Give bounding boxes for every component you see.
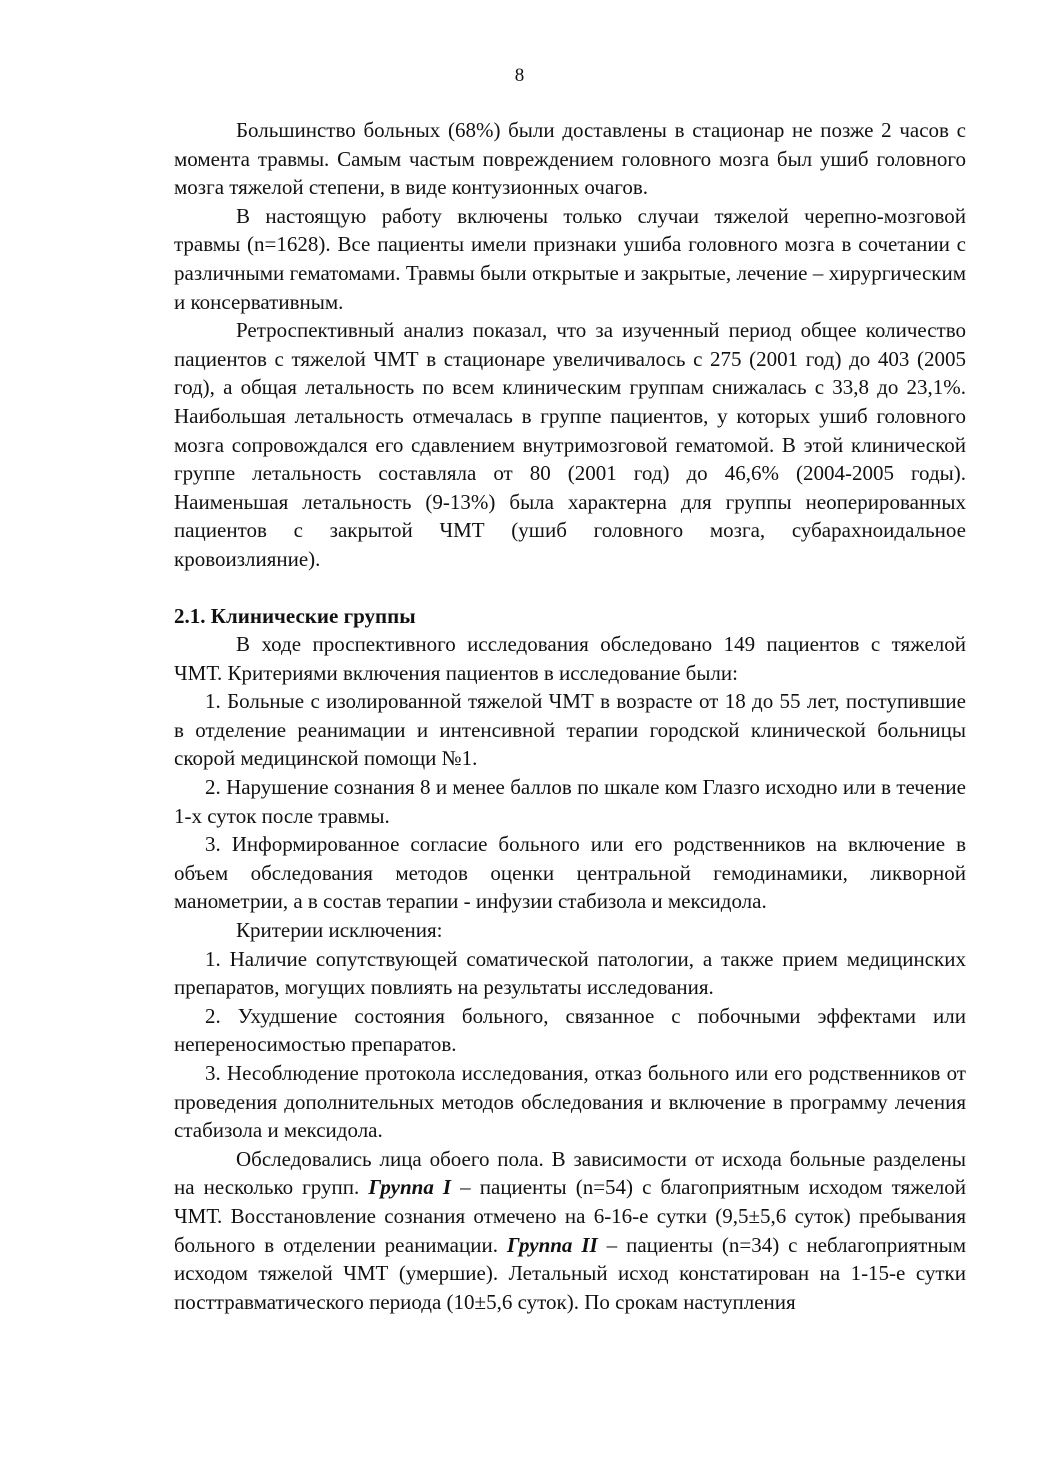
groups-text-1: Обследовались лица обоего пола. В зависимости от исхода больные разделены на несколько групп. [174, 1146, 966, 1200]
inclusion-item-3: 3. Информированное согласие больного или его родственников на включение в объем обследования методов оценки центральной гемодинамики, ликворной манометрии, а в состав терапии - инфузии стабизола и мексидола. [174, 832, 966, 914]
paragraph-admission: Большинство больных (68%) были доставлены в стационар не позже 2 часов с момента травмы. Самым частым повреждением головного мозга был ушиб головного мозга тяжелой степени, в виде контузионных очагов. [174, 118, 966, 200]
section-heading: 2.1. Клинические группы [174, 603, 416, 628]
group-2-label: Группа II [506, 1232, 598, 1257]
paragraph-groups [174, 1145, 966, 1317]
exclusion-item-1: 1. Наличие сопутствующей соматической патологии, а также прием медицинских препаратов, могущих повлиять на результаты исследования. [174, 946, 966, 1000]
page-number: 8 [514, 65, 525, 86]
inclusion-item-1: 1. Больные с изолированной тяжелой ЧМТ в возрасте от 18 до 55 лет, поступившие в отделение реанимации и интенсивной терапии городской клинической больницы скорой медицинской помощи №1. [174, 689, 966, 771]
exclusion-item-2: 2. Ухудшение состояния больного, связанное с побочными эффектами или непереносимостью препаратов. [174, 1003, 966, 1057]
document-body [174, 116, 966, 1316]
paragraph-study-intro: В ходе проспективного исследования обследовано 149 пациентов с тяжелой ЧМТ. Критериями включения пациентов в исследование были: [174, 632, 966, 685]
exclusion-item-3: 3. Несоблюдение протокола исследования, отказ больного или его родственников от проведения дополнительных методов обследования и включение в программу лечения стабизола и мексидола. [174, 1061, 966, 1143]
groups-text-2: – пациенты (n=54) с благоприятным исходом тяжелой ЧМТ. Восстановление сознания отмечено на 6-16-е сутки (9,5±5,6 суток) пребывания больного в отделении реанимации. [174, 1175, 966, 1257]
group-1-label: Группа I [368, 1175, 452, 1200]
paragraph-retrospective: Ретроспективный анализ показал, что за изученный период общее количество пациентов с тяжелой ЧМТ в стационаре увеличивалось с 275 (2001 год) до 403 (2005 год), а общая летальность по всем клиническим группам снижалась с 33,8 до 23,1%. Наибольшая летальность отмечалась в группе пациентов, у которых ушиб головного мозга сопровождался его сдавлением внутримозговой гематомой. В этой клинической группе летальность составляла от 80 (2001 год) до 46,6% (2004-2005 годы). Наименьшая летальность (9-13%) была характерна для группы неоперированных пациентов с закрытой ЧМТ (ушиб головного мозга, субарахноидальное кровоизлияние). [174, 318, 966, 571]
groups-text-3: – пациенты (n=34) с неблагоприятным исходом тяжелой ЧМТ (умершие). Летальный исход констатирован на 1-15-е сутки посттравматического периода (10±5,6 суток). По срокам наступления [174, 1232, 966, 1314]
inclusion-item-2: 2. Нарушение сознания 8 и менее баллов по шкале ком Глазго исходно или в течение 1-х суток после травмы. [174, 775, 966, 828]
paragraph-scope: В настоящую работу включены только случаи тяжелой черепно-мозговой травмы (n=1628). Все пациенты имели признаки ушиба головного мозга в сочетании с различными гематомами. Травмы были открытые и закрытые, лечение – хирургическим и консервативным. [174, 203, 966, 314]
exclusion-heading: Критерии исключения: [236, 918, 443, 943]
